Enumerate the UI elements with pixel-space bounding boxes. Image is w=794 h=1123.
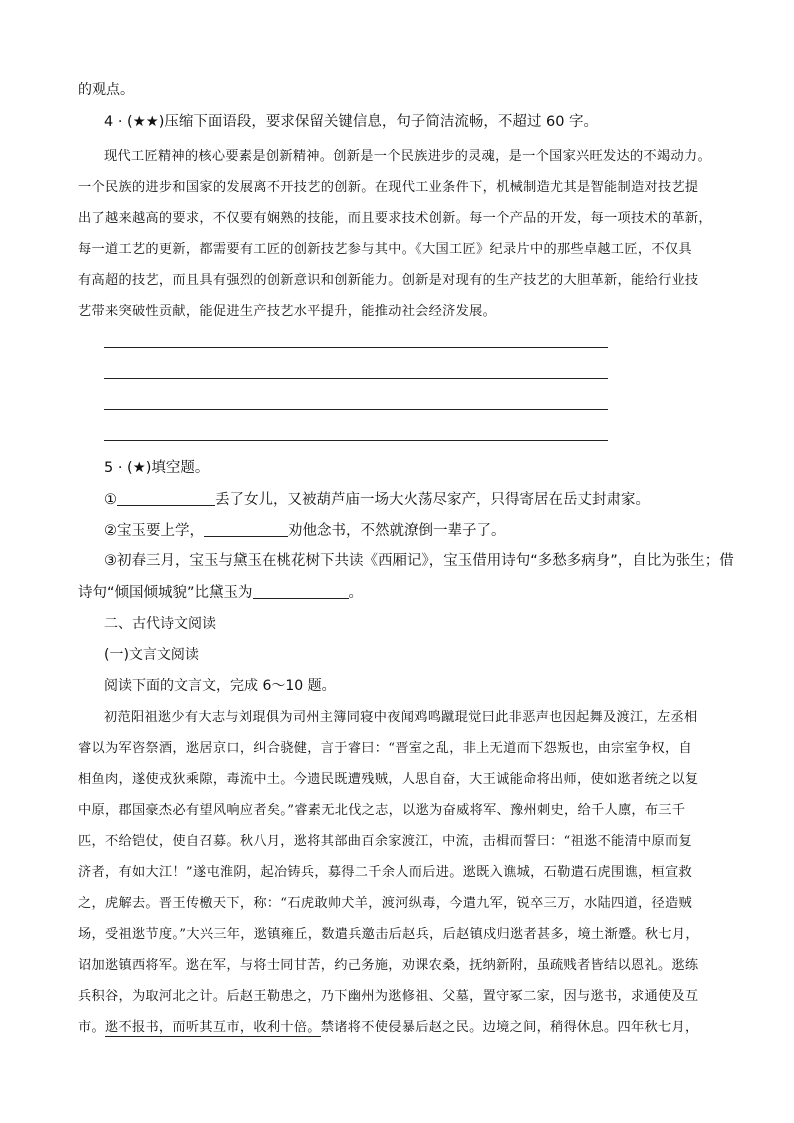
answer-line[interactable] xyxy=(104,409,608,410)
section-title: 二、古代诗文阅读 xyxy=(104,616,216,632)
answer-line[interactable] xyxy=(104,440,608,441)
q4-passage-line: 现代工匠精神的核心要素是创新精神。创新是一个民族进步的灵魂，是一个国家兴旺发达的不竭动力。 xyxy=(104,149,711,164)
q5-item-3-before: 诗句“倾国倾城貌”比黛玉为 xyxy=(78,585,253,601)
classical-passage-line: 匹，不给铠仗，使自召募。秋八月，逖将其部曲百余家渡江，中流，击楫而誓曰：“祖逖不能清中原而复 xyxy=(78,834,692,849)
q5-item-3-line-1: ③初春三月，宝玉与黛玉在桃花树下共读《西厢记》，宝玉借用诗句“多愁多病身”，自比为张生；借 xyxy=(104,553,734,569)
answer-line[interactable] xyxy=(104,347,608,348)
q5-item-1-number: ① xyxy=(104,492,117,508)
question-4-stem: 4 · (★★)压缩下面语段，要求保留关键信息，句子简洁流畅，不超过 60 字。 xyxy=(104,114,599,130)
classical-passage-line: 初范阳祖逖少有大志与刘琨俱为司州主簿同寝中夜闻鸡鸣蹴琨觉曰此非恶声也因起舞及渡江，左丞相 xyxy=(104,710,698,725)
q5-item-1-text: 丢了女儿，又被葫芦庙一场大火荡尽家产，只得寄居在岳丈封肃家。 xyxy=(215,492,650,508)
q5-item-3-after: 。 xyxy=(348,585,364,601)
subsection-title: (一)文言文阅读 xyxy=(104,647,199,663)
reading-instruction: 阅读下面的文言文，完成 6～10 题。 xyxy=(104,678,336,694)
classical-passage-line: 场，受祖逖节度。”大兴三年，逖镇雍丘，数遣兵邀击后赵兵，后赵镇戍归逖者甚多，境土渐蹙。秋七月， xyxy=(78,927,699,942)
q5-item-2 xyxy=(104,521,506,540)
q4-passage-line: 每一道工艺的更新，都需要有工匠的创新技艺参与其中。《大国工匠》纪录片中的那些卓越工匠，不仅具 xyxy=(78,242,692,257)
fill-blank-1[interactable] xyxy=(117,490,215,506)
classical-passage-line: 睿以为军咨祭酒，逖居京口，纠合骁健，言于睿曰：“晋室之乱，非上无道而下怨叛也，由宗室争权，自 xyxy=(78,741,692,756)
fill-blank-3[interactable] xyxy=(253,583,349,599)
question-5-stem: 5 · (★)填空题。 xyxy=(104,460,210,476)
q5-item-3-line-2 xyxy=(78,583,363,602)
q5-item-2-after: 劝他念书，不然就潦倒一辈子了。 xyxy=(288,523,506,539)
q4-passage-line: 一个民族的进步和国家的发展离不开技艺的创新。在现代工业条件下，机械制造尤其是智能制造对技艺提 xyxy=(78,180,699,195)
underlined-sentence: 逖不报书，而听其互市，收利十倍。 xyxy=(104,1020,321,1035)
q4-passage-line: 艺带来突破性贡献，能促进生产技艺水平提升，能推动社会经济发展。 xyxy=(78,304,497,319)
continuation-text: 的观点。 xyxy=(78,82,134,98)
classical-passage-line: 诏加逖镇西将军。逖在军，与将士同甘苦，约己务施，劝课农桑，抚纳新附，虽疏贱者皆结以恩礼。逖练 xyxy=(78,958,699,973)
q4-passage-line: 有高超的技艺，而且具有强烈的创新意识和创新能力。创新是对现有的生产技艺的大胆革新，能给行业技 xyxy=(78,273,699,288)
passage-text: 禁诸将不使侵暴后赵之民。边境之间，稍得休息。四年秋七月， xyxy=(320,1020,699,1035)
answer-line[interactable] xyxy=(104,378,608,379)
classical-passage-line: 相鱼肉，遂使戎狄乘隙，毒流中土。今遗民既遭残贼，人思自奋，大王诚能命将出师，使如逖者统之以复 xyxy=(78,772,699,787)
fill-blank-2[interactable] xyxy=(204,521,288,537)
classical-passage-line: 兵积谷，为取河北之计。后赵王勒患之，乃下幽州为逖修祖、父墓，置守冢二家，因与逖书，求通使及互 xyxy=(78,989,699,1004)
q5-item-1 xyxy=(104,490,650,509)
classical-passage-line: 中原，郡国豪杰必有望风响应者矣。”睿素无北伐之志，以逖为奋威将军、豫州刺史，给千人廪，布三千 xyxy=(78,803,686,818)
q4-passage-line: 出了越来越高的要求，不仅要有娴熟的技能，而且要求技术创新。每一个产品的开发，每一项技术的革新， xyxy=(78,211,712,226)
passage-text: 市。 xyxy=(78,1020,105,1035)
classical-passage-line: 济者，有如大江！”遂屯淮阴，起冶铸兵，募得二千余人而后进。逖既入谯城，石勒遣石虎围谯，桓宣救 xyxy=(78,865,692,880)
q5-item-2-before: ②宝玉要上学， xyxy=(104,523,204,539)
classical-passage-line: 之，虎解去。晋王传檄天下，称：“石虎敢帅犬羊，渡河纵毒，今遣九军，锐卒三万，水陆四道，径造贼 xyxy=(78,896,692,911)
classical-passage-line xyxy=(78,1019,698,1037)
